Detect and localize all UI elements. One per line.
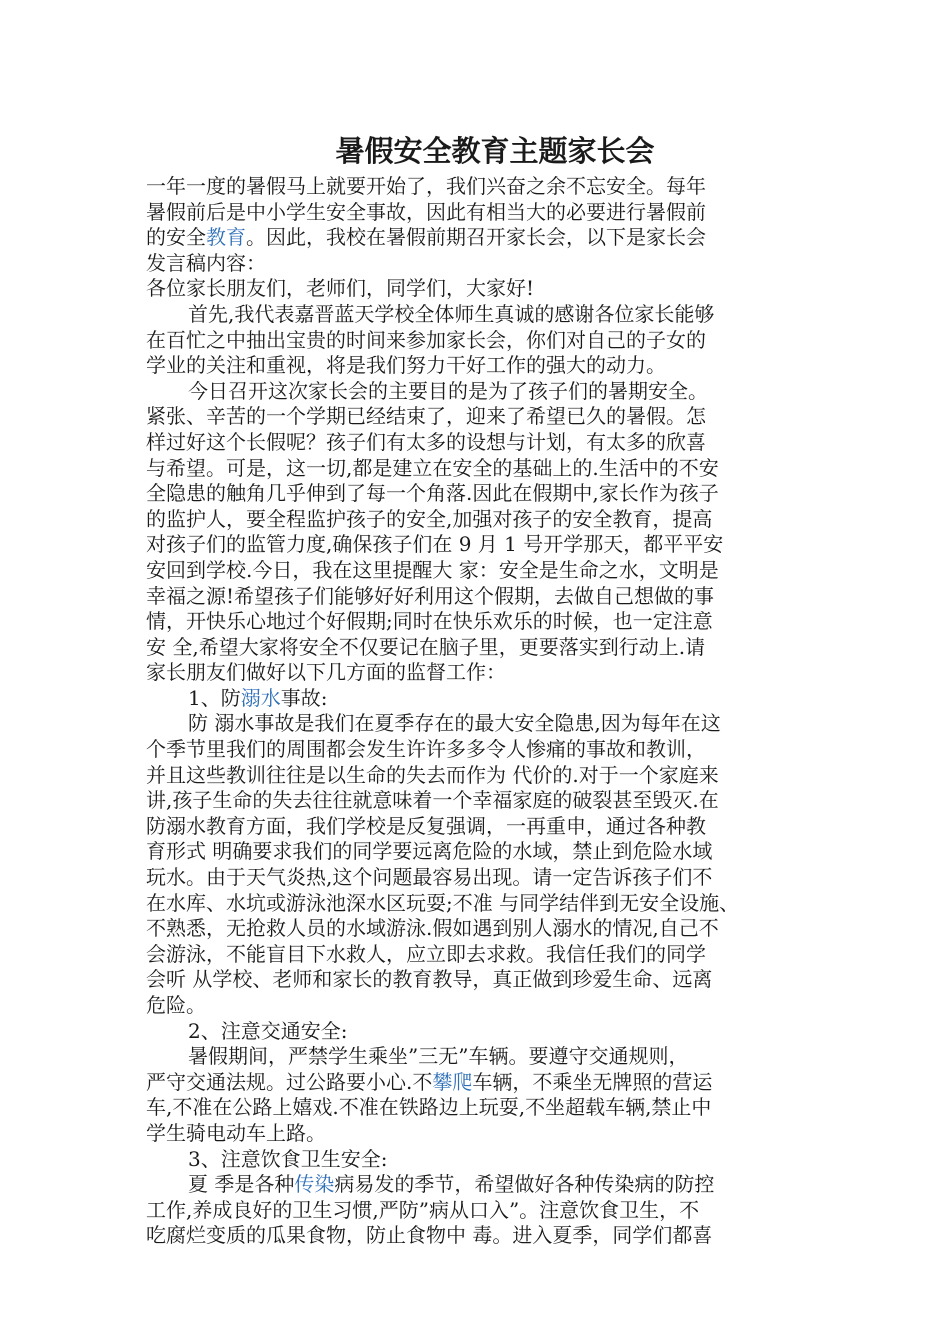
line-text: 幸福之源!希望孩子们能够好好利用这个假期，去做自己想做的事: [146, 583, 715, 608]
text-line: [146, 814, 786, 840]
inline-link[interactable]: 攀爬: [432, 1069, 473, 1094]
line-text: 暑假期间，严禁学生乘坐”三无”车辆。要遵守交通规则，: [188, 1044, 689, 1069]
text-line: [146, 225, 786, 251]
line-text: 3、注意饮食卫生安全:: [188, 1146, 388, 1171]
line-text: 的监护人，要全程监护孩子的安全,加强对孩子的安全教育，提高: [146, 506, 713, 531]
inline-link[interactable]: 教育: [206, 225, 246, 250]
line-text: 车,不准在公路上嬉戏.不准在铁路边上玩耍,不坐超载车辆,禁止中: [146, 1095, 712, 1120]
text-line: [146, 967, 786, 993]
text-line: [146, 1044, 786, 1070]
text-line: [146, 1198, 786, 1224]
text-line: [146, 584, 786, 610]
text-line: [146, 788, 786, 814]
text-line: [146, 1070, 786, 1096]
text-line: [146, 839, 786, 865]
text-line: [146, 456, 786, 482]
text-line: [146, 558, 786, 584]
text-line: [146, 532, 786, 558]
line-text: 安 全,希望大家将安全不仅要记在脑子里，更要落实到行动上.请: [146, 634, 706, 659]
line-text: 防 溺水事故是我们在夏季存在的最大安全隐患,因为每年在这: [188, 711, 721, 736]
line-text: 玩水。由于天气炎热,这个问题最容易出现。请一定告诉孩子们不: [146, 865, 713, 890]
page-title: 暑假安全教育主题家长会: [335, 134, 655, 168]
inline-link[interactable]: 传染: [294, 1172, 335, 1197]
text-line: [146, 1172, 786, 1198]
text-line: [146, 276, 786, 302]
line-text: 并且这些教训往往是以生命的失去而作为 代价的.对于一个家庭来: [146, 762, 719, 787]
line-text: 对孩子们的监管力度,确保孩子们在 9 月 1 号开学那天，都平平安: [146, 532, 724, 557]
text-line: [146, 507, 786, 533]
text-line: [146, 711, 786, 737]
text-line: [146, 404, 786, 430]
text-line: [146, 609, 786, 635]
line-text: 情，开快乐心地过个好假期;同时在快乐欢乐的时候，也一定注意: [146, 609, 713, 634]
line-text: 个季节里我们的周围都会发生许许多多令人惨痛的事故和教训，: [146, 737, 706, 762]
text-line: [146, 328, 786, 354]
line-text: 紧张、辛苦的一个学期已经结束了，迎来了希望已久的暑假。怎: [146, 404, 706, 429]
text-line: [146, 635, 786, 661]
line-text: 各位家长朋友们，老师们，同学们，大家好!: [146, 276, 535, 301]
line-text: 育形式 明确要求我们的同学要远离危险的水域，禁止到危险水域: [146, 839, 713, 864]
line-text: 暑假前后是中小学生安全事故，因此有相当大的必要进行暑假前: [146, 199, 706, 224]
line-text: 样过好这个长假呢？孩子们有太多的设想与计划，有太多的欣喜: [146, 429, 706, 454]
line-text: 不熟悉，无抢救人员的水域游泳.假如遇到别人溺水的情况,自己不: [146, 916, 719, 941]
text-line: [146, 993, 786, 1019]
line-text: 发言稿内容：: [146, 250, 266, 275]
text-line: [146, 891, 786, 917]
text-line: [146, 1019, 786, 1045]
text-line: [146, 379, 786, 405]
line-text-before-link: 夏 季是各种: [188, 1172, 295, 1197]
line-text: 全隐患的触角几乎伸到了每一个角落.因此在假期中,家长作为孩子: [146, 481, 719, 506]
text-line: [146, 174, 786, 200]
line-text: 今日召开这次家长会的主要目的是为了孩子们的暑期安全。: [188, 378, 708, 403]
text-line: [146, 1121, 786, 1147]
line-text-before-link: 的安全: [146, 225, 206, 250]
text-line: [146, 200, 786, 226]
line-text: 在百忙之中抽出宝贵的时间来参加家长会，你们对自己的子女的: [146, 327, 706, 352]
line-text: 家长朋友们做好以下几方面的监督工作：: [146, 660, 506, 685]
line-text: 工作,养成良好的卫生习惯,严防”病从口入”。注意饮食卫生，不: [146, 1197, 700, 1222]
text-line: [146, 660, 786, 686]
line-text-after-link: 病易发的季节，希望做好各种传染病的防控: [334, 1172, 715, 1197]
text-line: [146, 1095, 786, 1121]
line-text: 与希望。可是，这一切,都是建立在安全的基础上的.生活中的不安: [146, 455, 719, 480]
line-text: 学业的关注和重视，将是我们努力干好工作的强大的动力。: [146, 353, 666, 378]
document-body: [146, 174, 786, 1249]
text-line: [146, 353, 786, 379]
text-line: [146, 302, 786, 328]
line-text-before-link: 1、防: [188, 685, 241, 710]
line-text: 安回到学校.今日，我在这里提醒大 家：安全是生命之水，文明是: [146, 557, 719, 582]
line-text-after-link: 车辆，不乘坐无牌照的营运: [472, 1069, 713, 1094]
text-line: [146, 430, 786, 456]
line-text: 学生骑电动车上路。: [146, 1120, 326, 1145]
line-text: 一年一度的暑假马上就要开始了，我们兴奋之余不忘安全。每年: [146, 174, 706, 198]
text-line: [146, 481, 786, 507]
line-text: 首先,我代表嘉晋蓝天学校全体师生真诚的感谢各位家长能够: [188, 301, 715, 326]
text-line: [146, 865, 786, 891]
text-line: [146, 763, 786, 789]
line-text: 会游泳，不能盲目下水救人，应立即去求救。我信任我们的同学: [146, 941, 706, 966]
line-text: 在水库、水坑或游泳池深水区玩耍;不准 与同学结伴到无安全设施、: [146, 890, 740, 915]
line-text: 会听 从学校、老师和家长的教育教导，真正做到珍爱生命、远离: [146, 967, 713, 992]
line-text: 危险。: [146, 993, 206, 1017]
text-line: [146, 251, 786, 277]
text-line: [146, 1147, 786, 1173]
line-text: 2、注意交通安全:: [188, 1018, 348, 1043]
line-text-after-link: 事故:: [280, 685, 328, 710]
line-text: 讲,孩子生命的失去往往就意味着一个幸福家庭的破裂甚至毁灭.在: [146, 788, 719, 813]
line-text-after-link: 。因此，我校在暑假前期召开家长会，以下是家长会: [246, 225, 706, 250]
text-line: [146, 737, 786, 763]
text-line: [146, 942, 786, 968]
text-line: [146, 686, 786, 712]
inline-link[interactable]: 溺水: [240, 685, 281, 710]
line-text: 防溺水教育方面，我们学校是反复强调，一再重申，通过各种教: [146, 813, 706, 838]
line-text: 吃腐烂变质的瓜果食物，防止食物中 毒。进入夏季，同学们都喜: [146, 1223, 713, 1248]
text-line: [146, 1223, 786, 1249]
line-text-before-link: 严守交通法规。过公路要小心.不: [146, 1069, 433, 1094]
text-line: [146, 916, 786, 942]
